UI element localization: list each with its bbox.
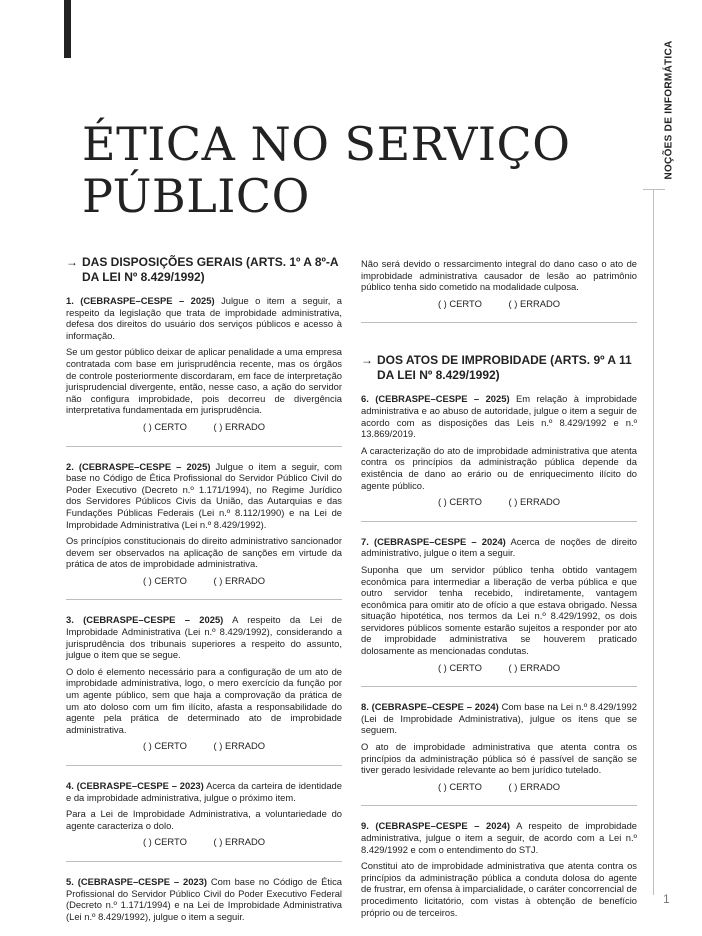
answer-options [66,575,342,587]
answer-errado[interactable]: ( ) ERRADO [508,661,561,673]
answer-options [66,421,342,433]
question-header [66,876,342,922]
question-divider [361,686,637,687]
question-intro: Julgue o item a seguir, a respeito da legislação que trata de improbidade administrativa, defesa dos direitos do usuário dos serviços públicos e acesso à informação. [66,295,342,341]
answer-options [361,496,637,508]
arrow-right-icon: → [361,353,373,368]
sidebar-divider [653,189,654,895]
answer-errado[interactable]: ( ) ERRADO [508,297,561,309]
section-heading [361,353,637,383]
question-statement: Se um gestor público deixar de aplicar penalidade a uma empresa contratada com base em jurisprudência recente, mas os órgãos de controle posteriormente discordaram, em face de interpretação jurisprudencial divergente, então, nesse caso, a ação do servidor não configura improbidade, pois decorreu de divergência interpretativa fundamentada em jurisprudência. [66,346,342,416]
section-heading-text: DAS DISPOSIÇÕES GERAIS (ARTS. 1º A 8º-A DA LEI Nº 8.429/1992) [82,255,339,284]
question-4 [66,780,342,848]
question-divider [361,322,637,323]
question-header [361,820,637,855]
question-divider [66,765,342,766]
question-3 [66,614,342,752]
answer-options [361,298,637,310]
question-2 [66,461,342,587]
question-9 [361,820,637,918]
answer-options [66,836,342,848]
question-label: 4. (CEBRASPE–CESPE – 2023) [66,780,204,791]
page-title-line1: ÉTICA NO SERVIÇO [82,117,571,171]
question-statement: A caracterização do ato de improbidade administrativa que atenta contra os princípios da administração pública depende da existência de dano ao erário ou de enriquecimento ilícito do agente público. [361,444,637,491]
arrow-right-icon: → [66,255,78,269]
question-5 [66,876,342,922]
answer-certo[interactable]: ( ) CERTO [437,780,482,792]
answer-options [66,740,342,752]
page-title-line2: PÚBLICO [82,169,310,223]
answer-errado[interactable]: ( ) ERRADO [213,836,266,848]
question-intro: Em relação à improbidade administrativa e ao abuso de autoridade, julgue o item a seguir de acordo com as disposições das Leis n.º 8.429/1992 e n.º 13.869/2019. [361,393,637,440]
question-header [66,780,342,803]
question-divider [66,861,342,862]
answer-errado[interactable]: ( ) ERRADO [213,420,266,432]
top-accent-bar [64,0,71,58]
left-column [66,255,342,927]
question-intro: A respeito da Lei de Improbidade Administrativa (Lei n.º 8.429/1992), considerando a jurisprudência dos tribunais superiores a respeito do assunto, julgue o item que se segue. [66,614,342,661]
question-label: 2. (CEBRASPE–CESPE – 2025) [66,460,211,472]
question-statement: O ato de improbidade administrativa que atenta contra os princípios da administração pública só é passível de sanção se tiver gerado lesividade relevante ao bem jurídico tutelado. [361,741,637,776]
sidebar-tick [643,189,665,190]
question-header [66,614,342,660]
answer-errado[interactable]: ( ) ERRADO [508,496,561,508]
question-7 [361,536,637,674]
question-divider [66,599,342,600]
answer-certo[interactable]: ( ) CERTO [142,740,187,752]
answer-options [361,781,637,793]
question-label: 1. (CEBRASPE–CESPE – 2025) [66,295,215,306]
answer-certo[interactable]: ( ) CERTO [142,836,187,848]
question-header [361,701,637,736]
question-intro: Com base no Código de Ética Profissional do Servidor Público Civil do Poder Executivo Federal (Decreto n.º 1.171/1994) e na Lei de Improbidade Administrativa (Lei n.º 8.429/1992), julgue o item a seguir. [66,875,342,922]
question-divider [66,446,342,447]
question-header [361,536,637,559]
page-title [82,118,602,222]
question-header [66,461,342,531]
sidebar-label-text: NOÇÕES DE INFORMÁTICA [663,40,675,180]
question-label: 3. (CEBRASPE–CESPE – 2025) [66,614,224,626]
question-intro: Com base na Lei n.º 8.429/1992 (Lei de Improbidade Administrativa), julgue os itens que se seguem. [361,701,637,736]
question-label: 7. (CEBRASPE–CESPE – 2024) [361,535,506,547]
question-6 [361,393,637,507]
question-intro: Julgue o item a seguir, com base no Código de Ética Profissional do Servidor Público Civil do Poder Executivo (Decreto n.º 1.171/1994), no Regime Jurídico dos Servidores Públicos Civis da União, das Autarquias e das Fundações Públicas Federais (Lei n.º 8.112/1990) e na Lei de Improbidade Administrativa (Lei n.º 8.429/1992). [66,460,342,530]
right-column [361,258,637,923]
question-divider [361,521,637,522]
page-number: 1 [663,892,670,906]
question-label: 6. (CEBRASPE–CESPE – 2025) [361,393,510,405]
question-statement: Para a Lei de Improbidade Administrativa, a voluntariedade do agente caracteriza o dolo. [66,808,342,831]
answer-certo[interactable]: ( ) CERTO [437,297,482,309]
answer-certo[interactable]: ( ) CERTO [437,661,482,673]
answer-certo[interactable]: ( ) CERTO [142,420,187,432]
section-sidebar-label [646,30,692,190]
question-label: 8. (CEBRASPE–CESPE – 2024) [361,701,499,713]
answer-options [361,662,637,674]
question-statement: Os princípios constitucionais do direito administrativo sancionador devem ser observados na aplicação de sanções em virtude da prática de atos de improbidade administrativa. [66,535,342,570]
question-label: 5. (CEBRASPE–CESPE – 2023) [66,875,207,887]
question-5-continued [361,258,637,309]
question-statement: Suponha que um servidor público tenha obtido vantagem econômica para intermediar a liberação de verba pública e que outro servidor tenha recebido, indiretamente, vantagem econômica para omitir ato de ofício a que estava obrigado. Nessa situação hipotética, nos termos da Lei n.º 8.429/1992, os dois servidores públicos somente estarão sujeitos a responder por ato de improbidade administrativa se houverem praticado dolosamente as mencionadas condutas. [361,563,637,657]
question-header [66,295,342,341]
section-heading-text: DOS ATOS DE IMPROBIDADE (ARTS. 9º A 11 DA LEI Nº 8.429/1992) [377,353,632,383]
answer-certo[interactable]: ( ) CERTO [437,496,482,508]
section-heading [66,255,342,285]
question-statement: Não será devido o ressarcimento integral do dano caso o ato de improbidade administrativa causador de lesão ao patrimônio público tenha sido cometido na modalidade culposa. [361,258,637,293]
question-intro: Acerca de noções de direito administrativo, julgue o item a seguir. [361,535,637,559]
question-1 [66,295,342,433]
answer-errado[interactable]: ( ) ERRADO [508,780,561,792]
question-header [361,393,637,439]
answer-errado[interactable]: ( ) ERRADO [213,740,266,752]
answer-errado[interactable]: ( ) ERRADO [213,574,266,586]
question-8 [361,701,637,792]
question-label: 9. (CEBRASPE–CESPE – 2024) [361,820,511,832]
question-statement: Constitui ato de improbidade administrativa que atenta contra os princípios da administração pública a conduta dolosa do agente de frustrar, em ofensa à imparcialidade, o caráter concorrencial de procedimento licitatório, com vistas à obtenção de benefício próprio ou de terceiros. [361,860,637,918]
answer-certo[interactable]: ( ) CERTO [142,574,187,586]
question-divider [361,805,637,806]
question-intro: Acerca da carteira de identidade e da improbidade administrativa, julgue o próximo item. [66,780,342,803]
question-statement: O dolo é elemento necessário para a configuração de um ato de improbidade administrativa, logo, o mero exercício da função por um agente público, sem que haja a comprovação da prática de um ato doloso com um fim ilícito, afasta a responsabilidade do agente pela prática de determinado ato de improbidade administrativa. [66,665,342,735]
question-intro: A respeito de improbidade administrativa, julgue o item a seguir, de acordo com a Lei n.º 8.429/1992 e com o entendimento do STJ. [361,820,637,855]
